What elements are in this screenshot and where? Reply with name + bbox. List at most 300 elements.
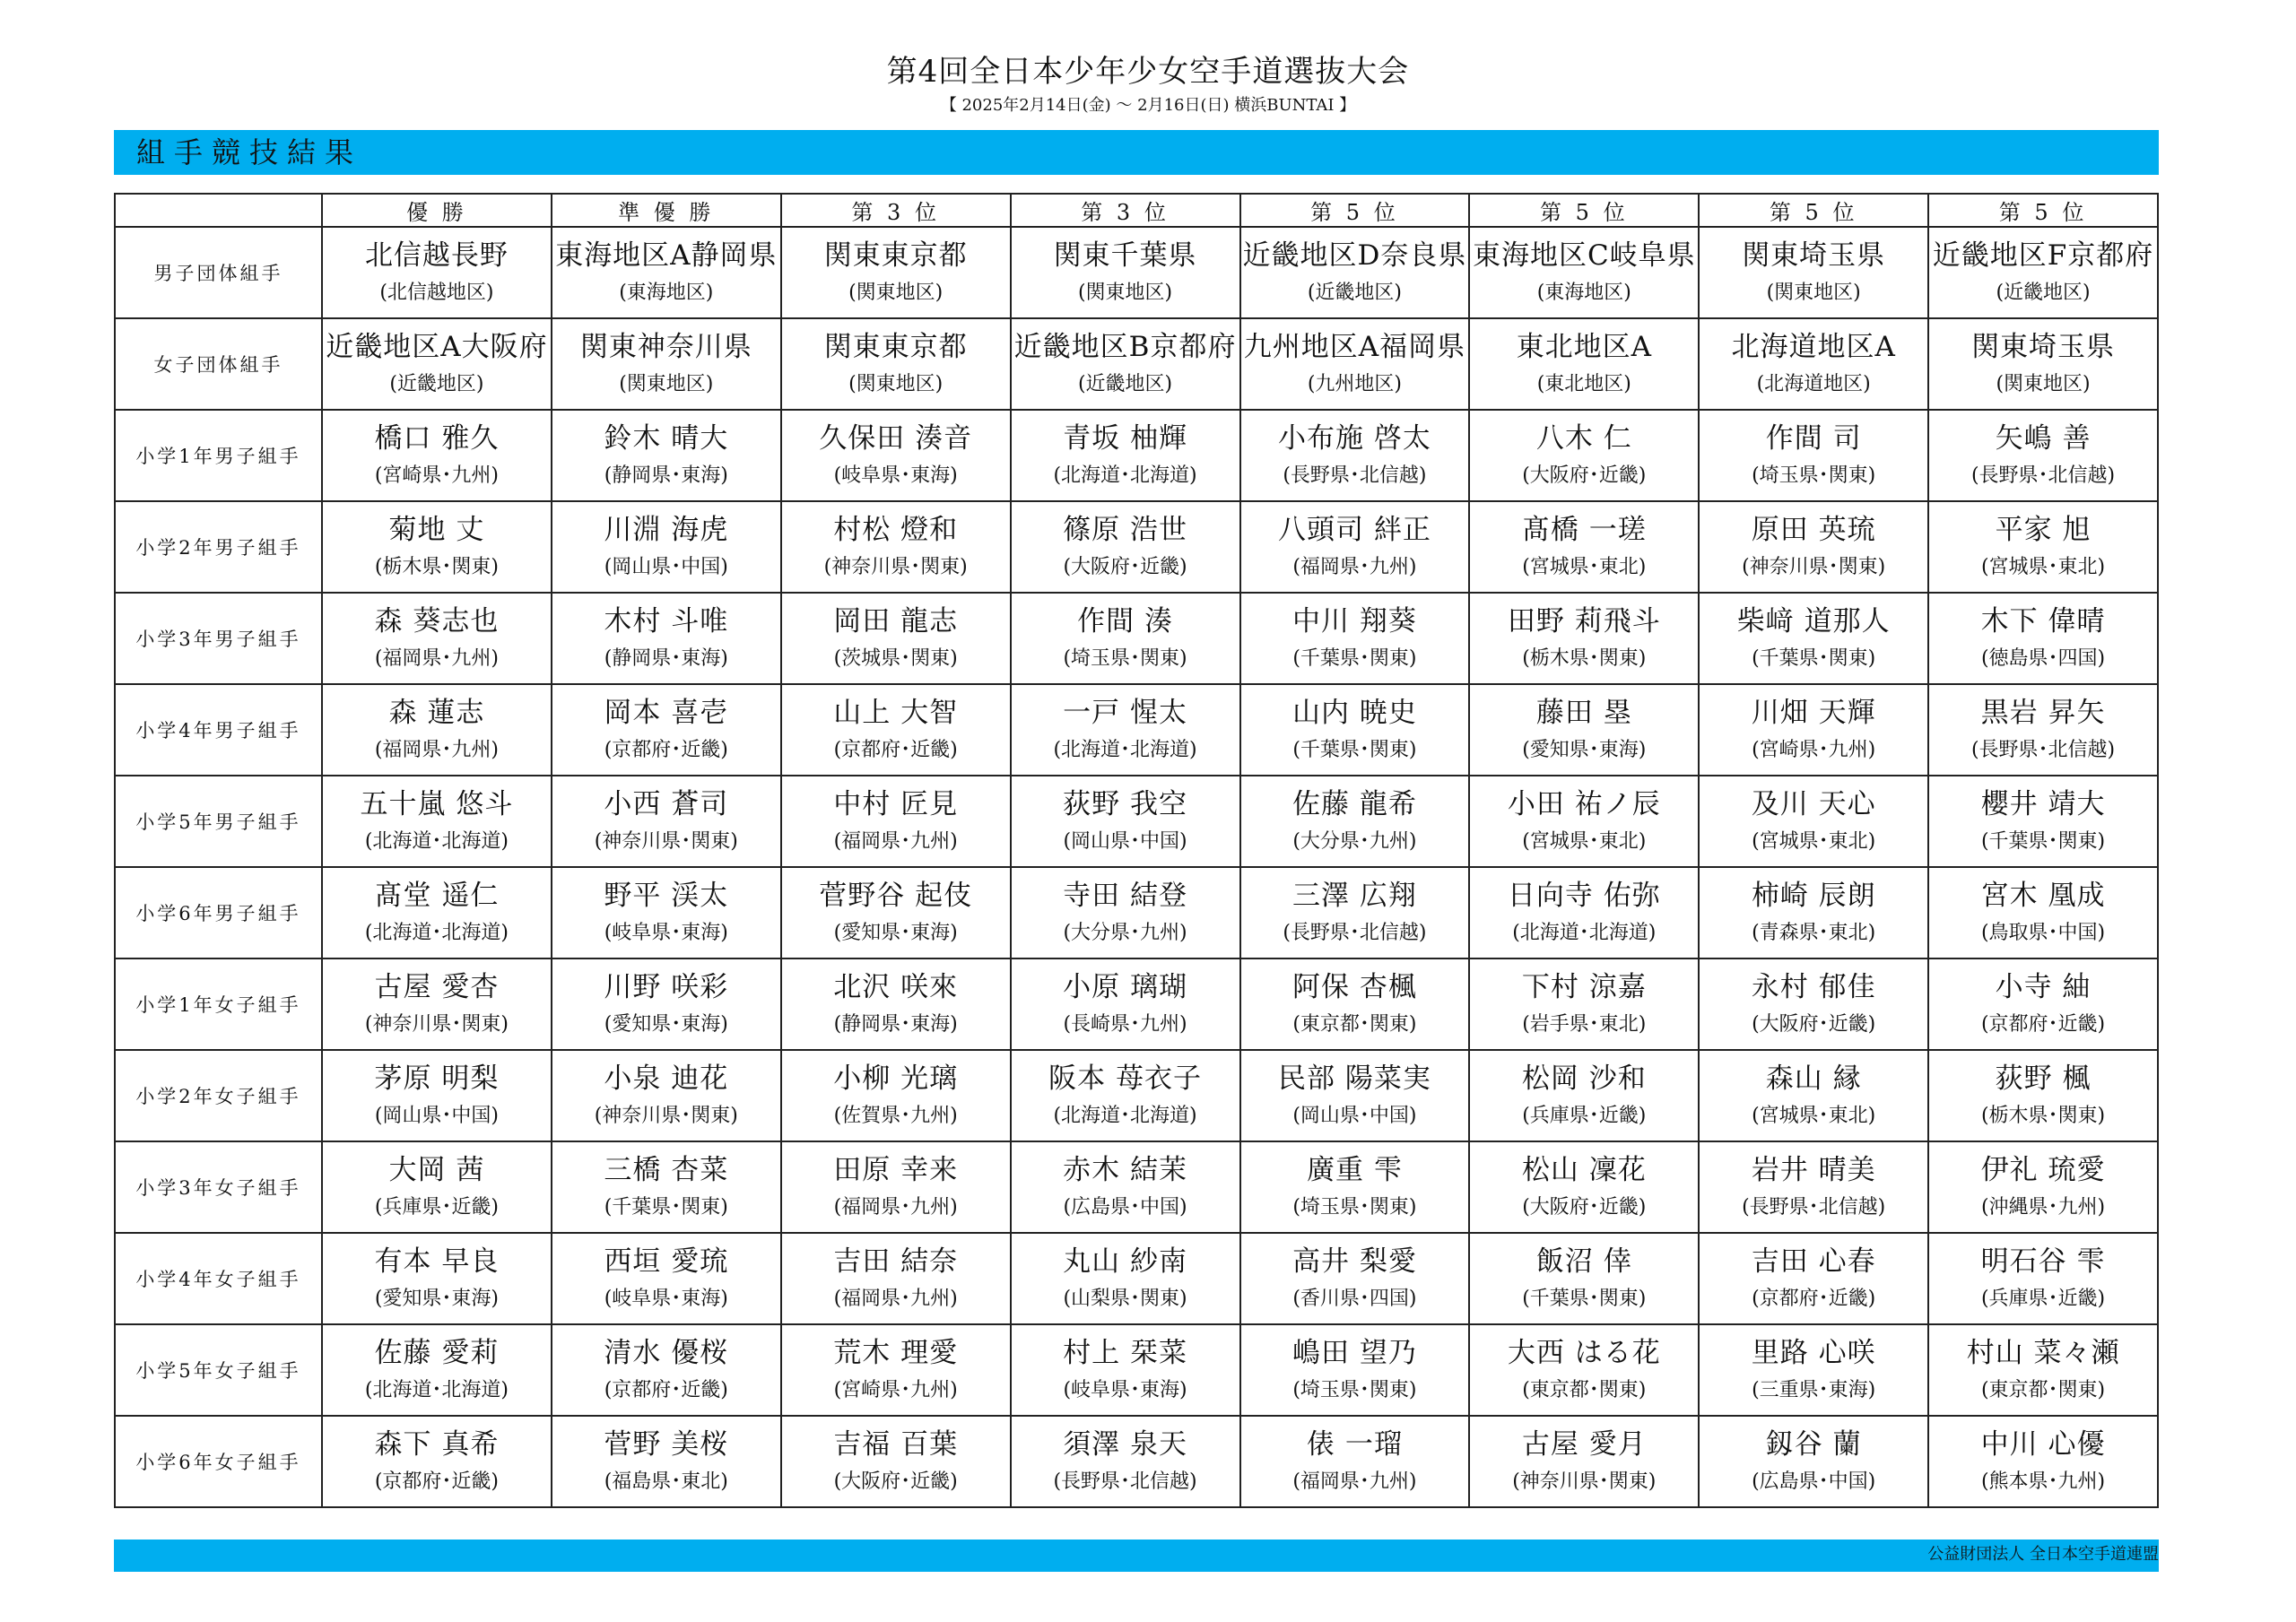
competitor-name: 飯沼 倖 <box>1535 1245 1632 1278</box>
competitor-name: 平家 旭 <box>1995 514 2092 546</box>
result-cell <box>1011 867 1240 958</box>
competitor-name: 髙橋 一瑳 <box>1521 514 1647 546</box>
result-cell <box>322 867 552 958</box>
competitor-affiliation: (大分県･九州) <box>1063 922 1187 944</box>
competitor-affiliation: (京都府･近畿) <box>604 739 728 761</box>
competitor-name: 山上 大智 <box>833 697 959 729</box>
table-row <box>115 318 2158 410</box>
result-cell <box>1240 684 1470 776</box>
competitor-name: 阪本 苺衣子 <box>1048 1063 1202 1095</box>
competitor-name: 小田 祐ノ辰 <box>1507 788 1661 820</box>
result-cell <box>322 776 552 867</box>
result-cell <box>552 410 781 501</box>
section-header-band <box>114 130 2159 175</box>
result-cell <box>1928 1324 2158 1416</box>
competitor-name: 有本 早良 <box>374 1245 500 1278</box>
competitor-name: 近畿地区D奈良県 <box>1242 239 1467 272</box>
competitor-name: 近畿地区B京都府 <box>1013 331 1237 363</box>
organization-name: 公益財団法人 全日本空手道連盟 <box>1927 1545 2159 1564</box>
competitor-affiliation: (京都府･近畿) <box>604 1379 728 1401</box>
competitor-name: 髙堂 遥仁 <box>374 880 500 912</box>
table-body <box>115 227 2158 1507</box>
competitor-affiliation: (関東地区) <box>848 373 944 395</box>
competitor-affiliation: (宮崎県･九州) <box>374 464 500 487</box>
table-row <box>115 776 2158 867</box>
competitor-name: 菊地 丈 <box>388 514 485 546</box>
competitor-affiliation: (東京都･関東) <box>1980 1379 2106 1401</box>
result-cell <box>1011 410 1240 501</box>
competitor-affiliation: (愛知県･東海) <box>374 1288 500 1310</box>
competitor-affiliation: (神奈川県･関東) <box>1512 1470 1657 1493</box>
result-cell <box>1240 1050 1470 1141</box>
result-cell <box>781 501 1011 593</box>
result-cell <box>1928 1141 2158 1233</box>
event-category-label: 小学6年女子組手 <box>115 1416 322 1507</box>
competitor-affiliation: (福岡県･九州) <box>374 647 500 670</box>
competitor-name: 櫻井 靖大 <box>1980 788 2106 820</box>
event-category-label: 小学4年男子組手 <box>115 684 322 776</box>
result-cell <box>552 684 781 776</box>
result-cell <box>781 593 1011 684</box>
competitor-name: 鈴木 晴大 <box>604 422 729 455</box>
competitor-name: 小柳 光璃 <box>833 1063 959 1095</box>
event-category-label: 小学5年男子組手 <box>115 776 322 867</box>
competitor-name: 小泉 迪花 <box>604 1063 729 1095</box>
competitor-affiliation: (神奈川県･関東) <box>594 1105 738 1127</box>
result-cell <box>1011 501 1240 593</box>
event-category-label: 小学1年女子組手 <box>115 958 322 1050</box>
competitor-name: 荻野 楓 <box>1995 1063 2092 1095</box>
competitor-name: 北沢 咲來 <box>833 971 959 1003</box>
competitor-name: 八頭司 絆正 <box>1278 514 1431 546</box>
competitor-name: 大西 はる花 <box>1507 1337 1661 1369</box>
competitor-affiliation: (宮城県･東北) <box>1522 556 1647 578</box>
result-cell <box>1240 1141 1470 1233</box>
competitor-name: 古屋 愛杏 <box>374 971 500 1003</box>
competitor-affiliation: (宮崎県･九州) <box>1752 739 1876 761</box>
event-category-label: 小学2年女子組手 <box>115 1050 322 1141</box>
competitor-name: 関東東京都 <box>823 239 968 272</box>
competitor-name: 丸山 紗南 <box>1063 1245 1187 1278</box>
competitor-name: 三橋 杏菜 <box>604 1154 729 1186</box>
competitor-affiliation: (長野県･北信越) <box>1053 1470 1197 1493</box>
result-cell <box>552 1233 781 1324</box>
competitor-name: 菅野谷 起伎 <box>819 880 973 912</box>
competitor-affiliation: (宮崎県･九州) <box>833 1379 958 1401</box>
competitor-name: 関東千葉県 <box>1053 239 1197 272</box>
footer-band <box>114 1540 2159 1572</box>
result-cell <box>1928 1416 2158 1507</box>
result-cell <box>1011 684 1240 776</box>
competitor-affiliation: (静岡県･東海) <box>604 647 728 670</box>
result-cell <box>1469 1233 1699 1324</box>
competitor-affiliation: (長野県･北信越) <box>1970 464 2116 487</box>
result-cell <box>322 1233 552 1324</box>
competitor-affiliation: (神奈川県･関東) <box>1742 556 1886 578</box>
result-cell <box>322 684 552 776</box>
result-cell <box>1011 227 1240 318</box>
competitor-affiliation: (栃木県･関東) <box>1522 647 1647 670</box>
result-cell <box>781 1324 1011 1416</box>
competitor-name: 東海地区A静岡県 <box>555 239 778 272</box>
result-cell <box>1011 1050 1240 1141</box>
competitor-affiliation: (大阪府･近畿) <box>1063 556 1187 578</box>
competitor-affiliation: (千葉県･関東) <box>1292 647 1417 670</box>
competitor-name: 橋口 雅久 <box>374 422 500 455</box>
competitor-affiliation: (福岡県･九州) <box>374 739 500 761</box>
competitor-name: 近畿地区F京都府 <box>1932 239 2154 272</box>
competitor-name: 中川 心優 <box>1980 1428 2106 1461</box>
column-header: 優 勝 <box>322 194 552 227</box>
competitor-name: 小原 璃瑚 <box>1063 971 1187 1003</box>
result-cell <box>1699 318 1928 410</box>
result-cell <box>322 1141 552 1233</box>
result-cell <box>1928 318 2158 410</box>
competitor-name: 森 蓮志 <box>388 697 485 729</box>
competitor-name: 川野 咲彩 <box>604 971 729 1003</box>
result-cell <box>1699 776 1928 867</box>
competitor-affiliation: (埼玉県･関東) <box>1292 1379 1417 1401</box>
result-cell <box>1469 958 1699 1050</box>
result-cell <box>1699 1141 1928 1233</box>
competitor-name: 矢嶋 善 <box>1995 422 2092 455</box>
competitor-affiliation: (京都府･近畿) <box>833 739 958 761</box>
result-cell <box>552 867 781 958</box>
competitor-affiliation: (熊本県･九州) <box>1980 1470 2106 1493</box>
competitor-name: 俵 一瑠 <box>1307 1428 1403 1461</box>
competitor-affiliation: (岡山県･中国) <box>374 1105 500 1127</box>
competitor-name: 民部 陽菜実 <box>1278 1063 1431 1095</box>
competitor-name: 村上 栞菜 <box>1063 1337 1187 1369</box>
competitor-name: 村山 菜々瀬 <box>1966 1337 2120 1369</box>
result-cell <box>781 1233 1011 1324</box>
competitor-affiliation: (関東地区) <box>619 373 714 395</box>
competitor-affiliation: (長崎県･九州) <box>1063 1013 1187 1036</box>
result-cell <box>1469 1324 1699 1416</box>
event-category-label: 小学3年男子組手 <box>115 593 322 684</box>
result-cell <box>1469 227 1699 318</box>
result-cell <box>1928 684 2158 776</box>
competitor-affiliation: (神奈川県･関東) <box>823 556 968 578</box>
competitor-name: 柿崎 辰朗 <box>1751 880 1876 912</box>
result-cell <box>322 318 552 410</box>
competitor-name: 柴﨑 道那人 <box>1736 605 1891 638</box>
competitor-affiliation: (近畿地区) <box>1307 282 1403 304</box>
competitor-name: 廣重 雫 <box>1307 1154 1403 1186</box>
column-header: 第 3 位 <box>781 194 1011 227</box>
competitor-affiliation: (近畿地区) <box>389 373 484 395</box>
competitor-name: 山内 暁史 <box>1292 697 1417 729</box>
table-row <box>115 1324 2158 1416</box>
column-header: 第 5 位 <box>1928 194 2158 227</box>
competitor-affiliation: (神奈川県･関東) <box>364 1013 509 1036</box>
result-cell <box>552 227 781 318</box>
result-cell <box>1699 1050 1928 1141</box>
competitor-affiliation: (長野県･北信越) <box>1742 1196 1886 1219</box>
competitor-name: 作間 湊 <box>1077 605 1173 638</box>
competitor-affiliation: (岡山県･中国) <box>604 556 728 578</box>
competitor-name: 関東埼玉県 <box>1971 331 2116 363</box>
competitor-affiliation: (福岡県･九州) <box>1292 1470 1417 1493</box>
competitor-name: 木村 斗唯 <box>604 605 729 638</box>
result-cell <box>1699 1233 1928 1324</box>
competitor-affiliation: (兵庫県･近畿) <box>1980 1288 2106 1310</box>
result-cell <box>781 410 1011 501</box>
competitor-affiliation: (千葉県･関東) <box>1522 1288 1647 1310</box>
result-cell <box>322 958 552 1050</box>
competitor-name: 作間 司 <box>1765 422 1862 455</box>
competitor-affiliation: (山梨県･関東) <box>1063 1288 1187 1310</box>
result-cell <box>1928 867 2158 958</box>
column-header: 第 5 位 <box>1469 194 1699 227</box>
competitor-affiliation: (岩手県･東北) <box>1522 1013 1647 1036</box>
competitor-affiliation: (大阪府･近畿) <box>1752 1013 1876 1036</box>
result-cell <box>1240 501 1470 593</box>
competitor-affiliation: (愛知県･東海) <box>1522 739 1647 761</box>
event-category-label: 小学1年男子組手 <box>115 410 322 501</box>
competitor-affiliation: (東海地区) <box>1536 282 1631 304</box>
result-cell <box>1699 227 1928 318</box>
result-cell <box>1928 1050 2158 1141</box>
competitor-affiliation: (岐阜県･東海) <box>1063 1379 1187 1401</box>
result-cell <box>1469 684 1699 776</box>
competitor-name: 明石谷 雫 <box>1980 1245 2106 1278</box>
competitor-name: 岩井 晴美 <box>1751 1154 1876 1186</box>
competitor-name: 八木 仁 <box>1535 422 1632 455</box>
competitor-name: 篠原 浩世 <box>1063 514 1187 546</box>
competitor-name: 森下 真希 <box>374 1428 500 1461</box>
result-cell <box>552 1141 781 1233</box>
result-cell <box>781 684 1011 776</box>
table-row <box>115 1141 2158 1233</box>
competitor-affiliation: (香川県･四国) <box>1292 1288 1417 1310</box>
competitor-name: 吉福 百葉 <box>833 1428 959 1461</box>
competitor-affiliation: (千葉県･関東) <box>1292 739 1417 761</box>
competitor-affiliation: (鳥取県･中国) <box>1980 922 2106 944</box>
competitor-affiliation: (広島県･中国) <box>1063 1196 1187 1219</box>
competitor-affiliation: (北海道地区) <box>1756 373 1871 395</box>
competitor-affiliation: (埼玉県･関東) <box>1063 647 1187 670</box>
competitor-name: 吉田 心春 <box>1751 1245 1876 1278</box>
competitor-name: 菅野 美桜 <box>604 1428 729 1461</box>
competitor-affiliation: (静岡県･東海) <box>833 1013 958 1036</box>
result-cell <box>1469 593 1699 684</box>
result-cell <box>1699 410 1928 501</box>
competitor-affiliation: (大阪府･近畿) <box>1522 1196 1647 1219</box>
competitor-affiliation: (福岡県･九州) <box>833 1196 958 1219</box>
result-cell <box>1699 1324 1928 1416</box>
result-cell <box>552 958 781 1050</box>
competitor-name: 清水 優桜 <box>604 1337 729 1369</box>
competitor-name: 大岡 茜 <box>388 1154 485 1186</box>
competitor-name: 青坂 柚輝 <box>1063 422 1187 455</box>
competitor-name: 佐藤 愛莉 <box>374 1337 500 1369</box>
competitor-affiliation: (千葉県･関東) <box>1980 830 2106 853</box>
result-cell <box>552 1050 781 1141</box>
competitor-affiliation: (埼玉県･関東) <box>1292 1196 1417 1219</box>
competitor-affiliation: (宮城県･東北) <box>1980 556 2106 578</box>
result-cell <box>322 227 552 318</box>
competitor-affiliation: (京都府･近畿) <box>1980 1013 2106 1036</box>
event-category-label: 小学5年女子組手 <box>115 1324 322 1416</box>
competitor-affiliation: (長野県･北信越) <box>1283 464 1427 487</box>
result-cell <box>1240 1324 1470 1416</box>
competitor-affiliation: (兵庫県･近畿) <box>374 1196 500 1219</box>
event-category-label: 小学4年女子組手 <box>115 1233 322 1324</box>
result-cell <box>1469 1050 1699 1141</box>
competitor-name: 寺田 結登 <box>1063 880 1187 912</box>
competitor-name: 村松 燈和 <box>833 514 959 546</box>
competitor-affiliation: (茨城県･関東) <box>833 647 958 670</box>
competitor-affiliation: (福岡県･九州) <box>833 830 958 853</box>
competitor-affiliation: (関東地区) <box>848 282 944 304</box>
competitor-affiliation: (神奈川県･関東) <box>594 830 738 853</box>
competitor-affiliation: (大分県･九州) <box>1292 830 1417 853</box>
result-cell <box>1699 501 1928 593</box>
competitor-name: 小西 蒼司 <box>604 788 729 820</box>
competitor-affiliation: (大阪府･近畿) <box>833 1470 958 1493</box>
result-cell <box>1469 1141 1699 1233</box>
competitor-affiliation: (栃木県･関東) <box>1980 1105 2106 1127</box>
competitor-name: 古屋 愛月 <box>1521 1428 1647 1461</box>
competitor-name: 森山 縁 <box>1765 1063 1862 1095</box>
event-category-label: 女子団体組手 <box>115 318 322 410</box>
result-cell <box>322 1050 552 1141</box>
competitor-name: 岡本 喜壱 <box>604 697 729 729</box>
competitor-name: 荒木 理愛 <box>833 1337 959 1369</box>
result-cell <box>1469 318 1699 410</box>
result-cell <box>552 1416 781 1507</box>
column-header: 準 優 勝 <box>552 194 781 227</box>
competitor-affiliation: (静岡県･東海) <box>604 464 728 487</box>
competitor-affiliation: (千葉県･関東) <box>1752 647 1876 670</box>
result-cell <box>1928 1233 2158 1324</box>
competitor-affiliation: (岐阜県･東海) <box>833 464 958 487</box>
result-cell <box>1928 593 2158 684</box>
competitor-name: 五十嵐 悠斗 <box>360 788 514 820</box>
table-row <box>115 501 2158 593</box>
result-cell <box>1011 776 1240 867</box>
competitor-affiliation: (長野県･北信越) <box>1283 922 1427 944</box>
competitor-name: 東北地区A <box>1516 331 1652 363</box>
competitor-affiliation: (北海道･北海道) <box>364 1379 509 1401</box>
result-cell <box>1240 867 1470 958</box>
result-cell <box>1011 958 1240 1050</box>
result-cell <box>1699 1416 1928 1507</box>
result-cell <box>1928 501 2158 593</box>
competitor-name: 原田 英琉 <box>1751 514 1876 546</box>
competitor-affiliation: (東京都･関東) <box>1522 1379 1647 1401</box>
competitor-name: 須澤 泉天 <box>1063 1428 1187 1461</box>
competitor-affiliation: (青森県･東北) <box>1752 922 1876 944</box>
result-cell <box>552 776 781 867</box>
result-cell <box>1928 776 2158 867</box>
table-row <box>115 1050 2158 1141</box>
competitor-name: 永村 郁佳 <box>1751 971 1876 1003</box>
competitor-name: 小寺 紬 <box>1995 971 2092 1003</box>
competitor-affiliation: (北海道･北海道) <box>364 922 509 944</box>
result-cell <box>1011 318 1240 410</box>
competitor-name: 及川 天心 <box>1751 788 1876 820</box>
competitor-affiliation: (北信越地区) <box>379 282 494 304</box>
competitor-affiliation: (岡山県･中国) <box>1063 830 1187 853</box>
competitor-name: 森 葵志也 <box>374 605 500 638</box>
competitor-name: 松山 凜花 <box>1521 1154 1647 1186</box>
competitor-affiliation: (兵庫県･近畿) <box>1522 1105 1647 1127</box>
competitor-affiliation: (福岡県･九州) <box>833 1288 958 1310</box>
competitor-name: 九州地区A福岡県 <box>1243 331 1466 363</box>
table-row <box>115 1416 2158 1507</box>
result-cell <box>1011 1416 1240 1507</box>
result-cell <box>1469 1416 1699 1507</box>
competitor-name: 佐藤 龍希 <box>1292 788 1417 820</box>
competitor-affiliation: (関東地区) <box>1077 282 1173 304</box>
competitor-name: 岡田 龍志 <box>833 605 959 638</box>
result-cell <box>781 1141 1011 1233</box>
result-cell <box>1240 776 1470 867</box>
table-row <box>115 958 2158 1050</box>
competitor-name: 赤木 結茉 <box>1063 1154 1187 1186</box>
competitor-name: 中川 翔葵 <box>1292 605 1417 638</box>
competitor-affiliation: (沖縄県･九州) <box>1980 1196 2106 1219</box>
header-corner-cell <box>115 194 322 227</box>
result-cell <box>552 318 781 410</box>
competitor-name: 木下 偉晴 <box>1980 605 2106 638</box>
result-cell <box>1240 958 1470 1050</box>
result-cell <box>1699 684 1928 776</box>
competitor-affiliation: (岡山県･中国) <box>1292 1105 1417 1127</box>
table-row <box>115 410 2158 501</box>
result-cell <box>322 501 552 593</box>
result-cell <box>322 410 552 501</box>
competitor-affiliation: (徳島県･四国) <box>1980 647 2106 670</box>
competitor-name: 北海道地区A <box>1731 331 1896 363</box>
competitor-affiliation: (千葉県･関東) <box>604 1196 728 1219</box>
competitor-affiliation: (宮城県･東北) <box>1522 830 1647 853</box>
competitor-affiliation: (北海道･北海道) <box>1053 1105 1197 1127</box>
competitor-affiliation: (岐阜県･東海) <box>604 922 728 944</box>
competitor-affiliation: (北海道･北海道) <box>1053 739 1197 761</box>
competitor-name: 日向寺 佑弥 <box>1507 880 1661 912</box>
competitor-name: 黒岩 昇矢 <box>1980 697 2106 729</box>
result-cell <box>1011 1324 1240 1416</box>
table-row <box>115 867 2158 958</box>
result-cell <box>1928 958 2158 1050</box>
results-table <box>114 193 2159 1508</box>
result-cell <box>1240 227 1470 318</box>
result-cell <box>322 1416 552 1507</box>
competitor-affiliation: (愛知県･東海) <box>604 1013 728 1036</box>
result-cell <box>552 1324 781 1416</box>
competitor-name: 田原 幸来 <box>833 1154 959 1186</box>
result-cell <box>781 958 1011 1050</box>
competitor-affiliation: (福岡県･九州) <box>1292 556 1417 578</box>
table-header-row <box>115 194 2158 227</box>
result-cell <box>1469 410 1699 501</box>
competitor-name: 野平 渓太 <box>604 880 729 912</box>
event-category-label: 小学2年男子組手 <box>115 501 322 593</box>
competitor-name: 松岡 沙和 <box>1521 1063 1647 1095</box>
competitor-name: 東海地区C岐阜県 <box>1472 239 1696 272</box>
competitor-affiliation: (広島県･中国) <box>1752 1470 1876 1493</box>
table-row <box>115 593 2158 684</box>
result-cell <box>1928 227 2158 318</box>
result-cell <box>322 1324 552 1416</box>
competitor-name: 小布施 啓太 <box>1278 422 1431 455</box>
competitor-affiliation: (関東地区) <box>1766 282 1861 304</box>
competitor-affiliation: (東海地区) <box>619 282 714 304</box>
competitor-name: 嶋田 望乃 <box>1292 1337 1417 1369</box>
